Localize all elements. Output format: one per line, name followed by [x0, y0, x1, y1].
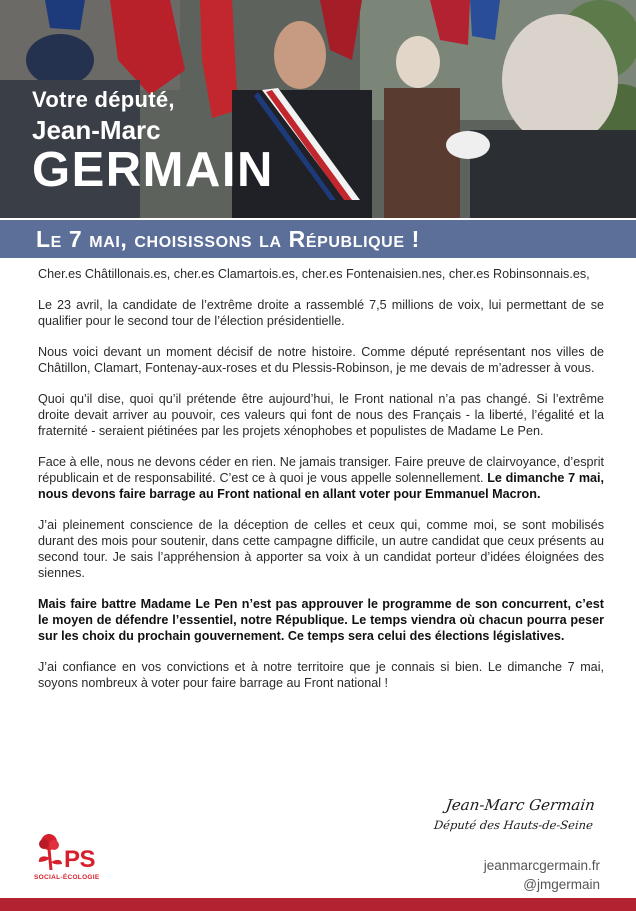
- header-last-name: GERMAIN: [32, 143, 274, 197]
- letter-body: [38, 266, 604, 691]
- bottom-stripe: [0, 898, 636, 911]
- title-banner: [0, 218, 636, 258]
- paragraph-4-text: Face à elle, nous ne devons céder en rien. Ne jamais transiger. Faire preuve de clairvoyance, d’esprit républicain et de responsabilité. C’est ce à quoi je vous appelle solennellement.: [38, 455, 604, 485]
- signature-name: Jean-Marc Germain: [444, 796, 597, 814]
- signature: [434, 796, 604, 832]
- deputy-heading: [32, 88, 274, 195]
- letter-greeting: Cher.es Châtillonais.es, cher.es Clamartois.es, cher.es Fontenaisien.nes, cher.es Robinsonnais.es,: [38, 267, 590, 281]
- header-photo: [0, 0, 636, 218]
- contacts: [484, 856, 600, 894]
- letter-paragraph-6: Mais faire battre Madame Le Pen n’est pas approuver le programme de son concurrent, c’est le moyen de défendre l’essentiel, notre République. Le temps viendra où chacun pourra peser sur les choix du prochain gouvernement. Ce temps sera celui des élections législatives.: [38, 597, 604, 643]
- letter-paragraph-2: Nous voici devant un moment décisif de notre histoire. Comme député représentant nos villes de Châtillon, Clamart, Fontenay-aux-roses et du Plessis-Robinson, je me devais de m’adresser à vous.: [38, 345, 604, 375]
- header-first-name: Jean-Marc: [32, 115, 161, 145]
- header-subtitle: Votre député,: [32, 87, 175, 112]
- letter-paragraph-5: J’ai pleinement conscience de la déception de celles et ceux qui, comme moi, se sont mobilisés durant des mois pour soutenir, dans cette campagne difficile, un autre candidat que ceux présents au second tour. Je sais l’appréhension à apporter sa voix à un candidat porteur d’idées éloignées des siennes.: [38, 518, 604, 580]
- twitter-handle[interactable]: @jmgermain: [523, 877, 600, 892]
- banner-title: Le 7 mai, choisissons la République !: [36, 225, 420, 252]
- paragraph-4-emphasis: Le dimanche 7 mai, nous devons faire barrage au Front national en allant voter pour Emmanuel Macron.: [38, 471, 605, 501]
- logo-letters: PS: [64, 846, 96, 873]
- letter-paragraph-3: Quoi qu’il dise, quoi qu’il prétende être aujourd’hui, le Front national n’a pas changé. Si l’extrême droite devait arriver au pouvoir, ces valeurs qui font de nous des Français - la liberté, l’égalité et la fraternité - seraient piétinées par les projets xénophobes et populistes de Madame Le Pen.: [38, 392, 604, 438]
- website-link[interactable]: jeanmarcgermain.fr: [483, 858, 600, 873]
- rose-icon: [34, 832, 68, 872]
- logo-subtitle: SOCIAL-ÉCOLOGIE: [34, 874, 100, 881]
- ps-logo: [34, 832, 114, 892]
- letter-paragraph-4: [38, 454, 604, 502]
- signature-title: Député des Hauts-de-Seine: [433, 818, 594, 832]
- letter-paragraph-1: Le 23 avril, la candidate de l’extrême droite a rassemblé 7,5 millions de voix, lui permettant de se qualifier pour le second tour de l’élection présidentielle.: [38, 298, 604, 328]
- letter-paragraph-7: J’ai confiance en vos convictions et à notre territoire que je connais si bien. Le dimanche 7 mai, soyons nombreux à voter pour faire barrage au Front national !: [38, 660, 604, 690]
